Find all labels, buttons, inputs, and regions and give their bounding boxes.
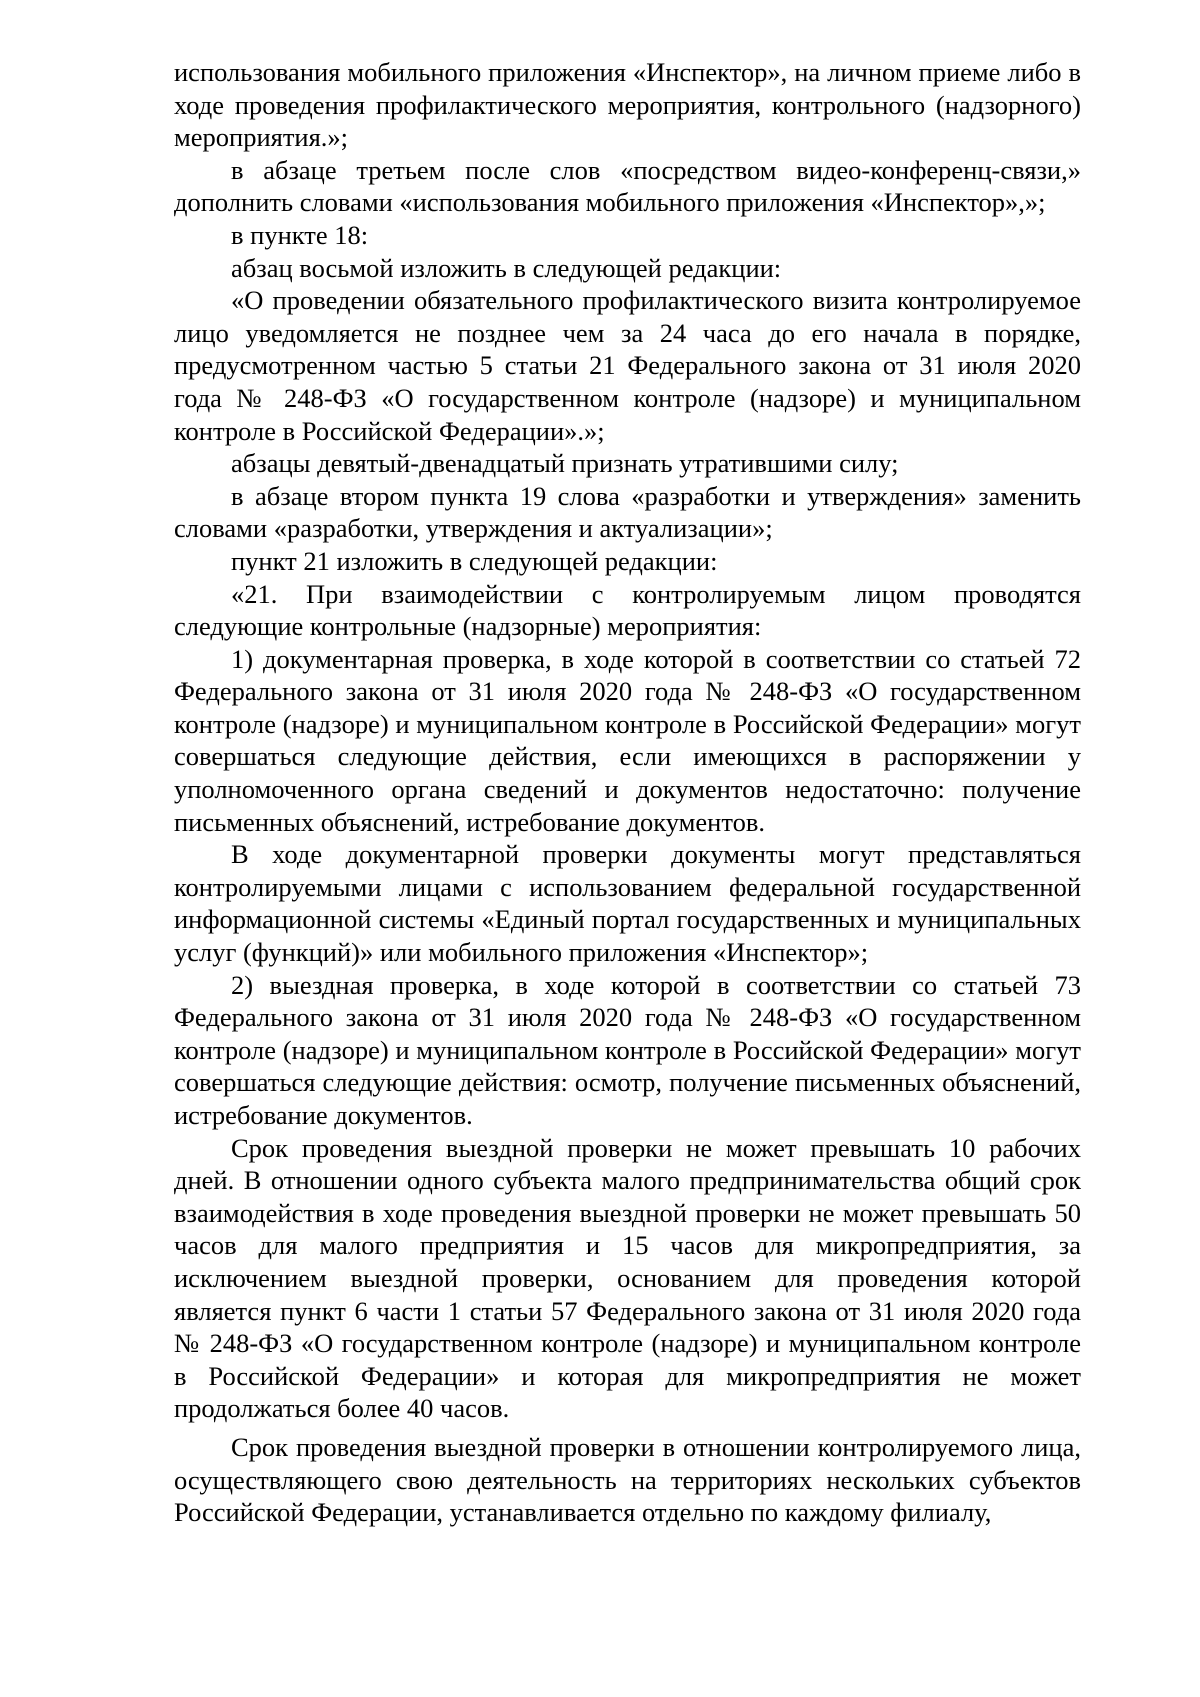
paragraph-eighth-abzac: абзац восьмой изложить в следующей редакции: xyxy=(231,252,782,283)
paragraph-mandatory-visit: «О проведении обязательного профилактического визита контролируемое лицо уведомляется не позднее чем за 24 часа до его начала в порядке, предусмотренном частью 5 статьи 21 Федерального закона от 31 июля 2020 года № 248-ФЗ «О государственном контроле (надзоре) и муниципальном контроле в Российской Федерации».»; xyxy=(174,285,1081,446)
paragraph-point-19: в абзаце втором пункта 19 слова «разработки и утверждения» заменить словами «разработки, утверждения и актуализации»; xyxy=(174,480,1081,544)
paragraph-continuation: использования мобильного приложения «Инспектор», на личном приеме либо в ходе проведения профилактического мероприятия, контрольного (надзорного) мероприятия.»; xyxy=(174,57,1081,153)
paragraph-point-18: в пункте 18: xyxy=(231,219,369,250)
paragraph-point-21: пункт 21 изложить в следующей редакции: xyxy=(231,545,718,576)
document-body xyxy=(174,56,1081,1529)
paragraph-point-21-text: «21. При взаимодействии с контролируемым лицом проводятся следующие контрольные (надзорные) мероприятия: xyxy=(174,578,1081,642)
paragraph-field-check-duration: Срок проведения выездной проверки не может превышать 10 рабочих дней. В отношении одного субъекта малого предпринимательства общий срок взаимодействия в ходе проведения выездной проверки не может превышать 50 часов для малого предприятия и 15 часов для микропредприятия, за исключением выездной проверки, основанием для проведения которой является пункт 6 части 1 статьи 57 Федерального закона от 31 июля 2020 года № 248-ФЗ «О государственном контроле (надзоре) и муниципальном контроле в Российской Федерации» и которая для микропредприятия не может продолжаться более 40 часов. xyxy=(174,1132,1081,1424)
paragraph-abzacs-void: абзацы девятый-двенадцатый признать утратившими силу; xyxy=(231,448,899,479)
paragraph-field-check-regions: Срок проведения выездной проверки в отношении контролируемого лица, осуществляющего свою деятельность на территориях нескольких субъектов Российской Федерации, устанавливается отдельно по каждому филиалу, xyxy=(174,1431,1081,1528)
paragraph-documentary-check-docs: В ходе документарной проверки документы могут представляться контролируемыми лицами с использованием федеральной государственной информационной системы «Единый портал государственных и муниципальных услуг (функций)» или мобильного приложения «Инспектор»; xyxy=(174,839,1081,968)
paragraph-amendment-third-abzac: в абзаце третьем после слов «посредством видео-конференц-связи,» дополнить словами «использования мобильного приложения «Инспектор»,»; xyxy=(174,154,1081,218)
paragraph-field-check: 2) выездная проверка, в ходе которой в соответствии со статьей 73 Федерального закона от 31 июля 2020 года № 248-ФЗ «О государственном контроле (надзоре) и муниципальном контроле в Российской Федерации» могут совершаться следующие действия: осмотр, получение письменных объяснений, истребование документов. xyxy=(174,969,1081,1130)
paragraph-documentary-check: 1) документарная проверка, в ходе которой в соответствии со статьей 72 Федерального закона от 31 июля 2020 года № 248-ФЗ «О государственном контроле (надзоре) и муниципальном контроле в Российской Федерации» могут совершаться следующие действия, если имеющихся в распоряжении у уполномоченного органа сведений и документов недостаточно: получение письменных объяснений, истребование документов. xyxy=(174,643,1081,837)
